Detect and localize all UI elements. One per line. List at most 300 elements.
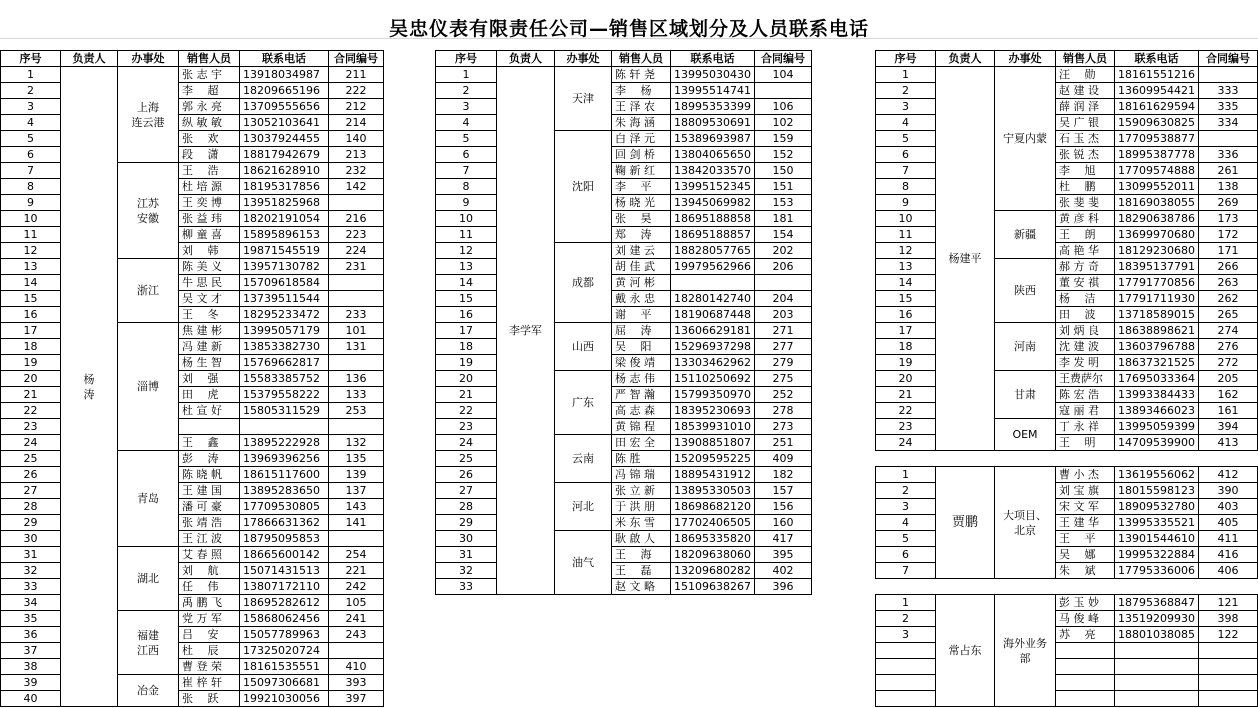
phone-number: 13995057179 — [240, 323, 329, 339]
contract-number: 101 — [329, 323, 384, 339]
header-leader: 负责人 — [61, 51, 118, 67]
table-row — [876, 163, 1258, 179]
sales-person: 陈 晓 帆 — [179, 467, 240, 483]
sales-person: 张 立 新 — [612, 483, 671, 499]
phone-number: 13995514741 — [671, 83, 755, 99]
row-seq: 5 — [876, 131, 936, 147]
sales-person: 朱 海 涵 — [612, 115, 671, 131]
sales-person: 刘 炳 良 — [1056, 323, 1115, 339]
table-row — [436, 467, 812, 483]
phone-number: 18190687448 — [671, 307, 755, 323]
sales-person: 党 万 军 — [179, 611, 240, 627]
sales-person: 李 发 明 — [1056, 355, 1115, 371]
office-cell: 大项目、北京 — [995, 467, 1056, 579]
contract-number: 397 — [329, 691, 384, 707]
row-seq: 40 — [1, 691, 61, 707]
table-row — [436, 67, 812, 83]
contract-number: 265 — [1198, 307, 1257, 323]
row-seq: 15 — [436, 291, 497, 307]
sales-person: 高 志 森 — [612, 403, 671, 419]
contract-number — [329, 355, 384, 371]
phone-number: 13619556062 — [1115, 467, 1199, 483]
sales-person: 刘 宝 旗 — [1056, 483, 1115, 499]
office-cell: 陕西 — [995, 259, 1056, 323]
office-cell: 成都 — [555, 243, 612, 323]
phone-number: 18665600142 — [240, 547, 329, 563]
contract-number: 333 — [1198, 83, 1257, 99]
table-row — [876, 307, 1258, 323]
row-seq: 10 — [1, 211, 61, 227]
office-cell: 油气 — [555, 531, 612, 595]
contract-number: 273 — [754, 419, 811, 435]
row-seq: 5 — [876, 531, 936, 547]
table-row — [1, 307, 384, 323]
contract-number — [754, 275, 811, 291]
sales-person: 郭 永 亮 — [179, 99, 240, 115]
phone-number: 18637321525 — [1115, 355, 1199, 371]
phone-number: 13303462962 — [671, 355, 755, 371]
contract-number: 396 — [754, 579, 811, 595]
contract-number: 416 — [1198, 547, 1257, 563]
sales-person: 寇 丽 君 — [1056, 403, 1115, 419]
header-leader: 负责人 — [936, 51, 995, 67]
table-row — [1, 659, 384, 675]
phone-number: 15895896153 — [240, 227, 329, 243]
row-seq: 10 — [436, 211, 497, 227]
phone-number: 13895283650 — [240, 483, 329, 499]
contract-number: 232 — [329, 163, 384, 179]
phone-number: 18621628910 — [240, 163, 329, 179]
table-row — [876, 131, 1258, 147]
sales-person: 王 平 — [1056, 531, 1115, 547]
sales-person: 杨 生 智 — [179, 355, 240, 371]
phone-number: 13519209930 — [1115, 611, 1199, 627]
contract-number: 272 — [1198, 355, 1257, 371]
row-seq: 7 — [1, 163, 61, 179]
contract-number: 182 — [754, 467, 811, 483]
contract-number — [329, 419, 384, 435]
phone-number: 18909532780 — [1115, 499, 1199, 515]
table-row — [1, 67, 384, 83]
contract-number: 135 — [329, 451, 384, 467]
row-seq: 28 — [1, 499, 61, 515]
phone-number: 18015598123 — [1115, 483, 1199, 499]
row-seq: 16 — [876, 307, 936, 323]
table-row — [1, 131, 384, 147]
office-cell: 云南 — [555, 435, 612, 483]
row-seq: 31 — [1, 547, 61, 563]
phone-number: 18895431912 — [671, 467, 755, 483]
office-cell: 天津 — [555, 67, 612, 131]
page-title: 吴忠仪表有限责任公司—销售区域划分及人员联系电话 — [388, 18, 869, 40]
sales-person: 张 志 宇 — [179, 67, 240, 83]
phone-number: 13739511544 — [240, 291, 329, 307]
contract-number — [1198, 643, 1257, 659]
sales-person: 刘 建 云 — [612, 243, 671, 259]
row-seq: 9 — [876, 195, 936, 211]
phone-number: 18395137791 — [1115, 259, 1199, 275]
sales-person: 陈 胜 — [612, 451, 671, 467]
sales-person: 白 泽 元 — [612, 131, 671, 147]
table-row — [1, 515, 384, 531]
row-seq: 5 — [1, 131, 61, 147]
office-cell: 河南 — [995, 323, 1056, 371]
header-seq: 序号 — [876, 51, 936, 67]
row-seq: 14 — [876, 275, 936, 291]
phone-number: 17325020724 — [240, 643, 329, 659]
sales-person: 郑 涛 — [612, 227, 671, 243]
table-row — [876, 547, 1258, 563]
table-row — [876, 531, 1258, 547]
table-row — [436, 339, 812, 355]
contract-number: 171 — [1198, 243, 1257, 259]
contract-number: 262 — [1198, 291, 1257, 307]
sales-person: 屈 涛 — [612, 323, 671, 339]
row-seq: 23 — [876, 419, 936, 435]
row-seq: 29 — [1, 515, 61, 531]
table-row — [1, 403, 384, 419]
sales-person: 鞠 新 红 — [612, 163, 671, 179]
row-seq: 1 — [876, 467, 936, 483]
sales-person: 吴 文 才 — [179, 291, 240, 307]
region-table-2 — [435, 50, 812, 595]
contract-number: 157 — [754, 483, 811, 499]
table-row — [436, 115, 812, 131]
row-seq — [876, 643, 936, 659]
sales-person: 王 冬 — [179, 307, 240, 323]
row-seq: 4 — [876, 115, 936, 131]
contract-number: 204 — [754, 291, 811, 307]
phone-number: 13709555656 — [240, 99, 329, 115]
row-seq: 20 — [876, 371, 936, 387]
sales-person: 李 超 — [179, 83, 240, 99]
row-seq: 30 — [1, 531, 61, 547]
table-row — [876, 323, 1258, 339]
phone-number: 15057789963 — [240, 627, 329, 643]
row-seq: 23 — [436, 419, 497, 435]
table-row — [1, 179, 384, 195]
sales-person: 吴 阳 — [612, 339, 671, 355]
sales-person — [1056, 659, 1115, 675]
phone-number: 13995030430 — [671, 67, 755, 83]
table-row — [876, 627, 1258, 643]
sales-person: 杨 晓 光 — [612, 195, 671, 211]
contract-number: 132 — [329, 435, 384, 451]
leader-cell: 贾鹏 — [936, 467, 995, 579]
row-seq: 1 — [876, 67, 936, 83]
table-row — [1, 595, 384, 611]
sales-person: 马 俊 峰 — [1056, 611, 1115, 627]
row-seq: 26 — [436, 467, 497, 483]
sales-person: 王 海 — [612, 547, 671, 563]
phone-number: 18995387778 — [1115, 147, 1199, 163]
phone-number: 13993384433 — [1115, 387, 1199, 403]
phone-number: 13699970680 — [1115, 227, 1199, 243]
contract-number: 181 — [754, 211, 811, 227]
header-sales: 销售人员 — [612, 51, 671, 67]
contract-number: 254 — [329, 547, 384, 563]
phone-number: 18801038085 — [1115, 627, 1199, 643]
table-row — [876, 499, 1258, 515]
contract-number: 409 — [754, 451, 811, 467]
phone-number: 15805311529 — [240, 403, 329, 419]
table-row — [1, 355, 384, 371]
contract-number: 224 — [329, 243, 384, 259]
sales-person: 严 智 瀚 — [612, 387, 671, 403]
leader-cell: 李学军 — [497, 67, 555, 595]
office-cell: OEM — [995, 419, 1056, 451]
contract-number: 136 — [329, 371, 384, 387]
sales-person: 潘 可 豪 — [179, 499, 240, 515]
row-seq: 8 — [876, 179, 936, 195]
contract-number: 206 — [754, 259, 811, 275]
header-phone: 联系电话 — [240, 51, 329, 67]
contract-number: 393 — [329, 675, 384, 691]
sales-person: 杜 培 源 — [179, 179, 240, 195]
contract-number — [1198, 691, 1257, 707]
row-seq: 3 — [1, 99, 61, 115]
sales-person — [1056, 675, 1115, 691]
sales-person: 张 靖 浩 — [179, 515, 240, 531]
header-office: 办事处 — [995, 51, 1056, 67]
contract-number: 222 — [329, 83, 384, 99]
row-seq: 18 — [876, 339, 936, 355]
phone-number: 18395230693 — [671, 403, 755, 419]
phone-number: 17702406505 — [671, 515, 755, 531]
office-cell: 青岛 — [118, 451, 179, 547]
contract-number: 402 — [754, 563, 811, 579]
row-seq: 17 — [876, 323, 936, 339]
row-seq: 12 — [1, 243, 61, 259]
table-row — [876, 643, 1258, 659]
table-row — [1, 547, 384, 563]
sales-person: 张 昊 — [612, 211, 671, 227]
phone-number: 13807172110 — [240, 579, 329, 595]
contract-number: 221 — [329, 563, 384, 579]
contract-number: 269 — [1198, 195, 1257, 211]
contract-number: 131 — [329, 339, 384, 355]
sales-person: 任 伟 — [179, 579, 240, 595]
sales-person: 王 泽 农 — [612, 99, 671, 115]
row-seq: 19 — [876, 355, 936, 371]
contract-number — [1198, 659, 1257, 675]
table-row — [1, 83, 384, 99]
sales-person: 于 洪 朋 — [612, 499, 671, 515]
row-seq: 27 — [1, 483, 61, 499]
sales-person: 刘 航 — [179, 563, 240, 579]
row-seq: 32 — [1, 563, 61, 579]
phone-number: 15379558222 — [240, 387, 329, 403]
header-sales: 销售人员 — [179, 51, 240, 67]
contract-number: 231 — [329, 259, 384, 275]
table-row — [436, 435, 812, 451]
row-seq: 21 — [1, 387, 61, 403]
row-seq: 2 — [436, 83, 497, 99]
phone-number: 18795095853 — [240, 531, 329, 547]
sales-person: 胡 佳 武 — [612, 259, 671, 275]
sales-person: 崔 梓 轩 — [179, 675, 240, 691]
table-row — [436, 291, 812, 307]
table-row — [1, 691, 384, 707]
contract-number: 121 — [1198, 595, 1257, 611]
table-row — [436, 211, 812, 227]
table-row — [436, 99, 812, 115]
sales-person: 杜 宣 好 — [179, 403, 240, 419]
contract-number: 122 — [1198, 627, 1257, 643]
sales-person: 陈 宏 浩 — [1056, 387, 1115, 403]
row-seq: 16 — [1, 307, 61, 323]
row-seq — [876, 659, 936, 675]
sales-person: 田 宏 全 — [612, 435, 671, 451]
table-row — [1, 451, 384, 467]
row-seq: 9 — [436, 195, 497, 211]
row-seq: 24 — [876, 435, 936, 451]
phone-number: 13895222928 — [240, 435, 329, 451]
sales-person: 牛 思 民 — [179, 275, 240, 291]
row-seq: 20 — [436, 371, 497, 387]
table-row — [436, 563, 812, 579]
header-phone: 联系电话 — [1115, 51, 1199, 67]
sales-person: 王 建 华 — [1056, 515, 1115, 531]
phone-number: 18295233472 — [240, 307, 329, 323]
contract-number: 152 — [754, 147, 811, 163]
phone-number: 13804065650 — [671, 147, 755, 163]
sales-person: 陈 美 义 — [179, 259, 240, 275]
row-seq: 25 — [1, 451, 61, 467]
contract-number: 202 — [754, 243, 811, 259]
contract-number: 159 — [754, 131, 811, 147]
row-seq: 6 — [436, 147, 497, 163]
phone-number: 13718589015 — [1115, 307, 1199, 323]
sales-person — [179, 419, 240, 435]
row-seq: 4 — [436, 115, 497, 131]
row-seq: 27 — [436, 483, 497, 499]
header-seq: 序号 — [436, 51, 497, 67]
table-row — [876, 179, 1258, 195]
sales-person: 吕 安 — [179, 627, 240, 643]
row-seq: 7 — [436, 163, 497, 179]
contract-number: 154 — [754, 227, 811, 243]
phone-number: 18539931010 — [671, 419, 755, 435]
contract-number: 279 — [754, 355, 811, 371]
sales-person: 冯 建 新 — [179, 339, 240, 355]
contract-number: 261 — [1198, 163, 1257, 179]
table-row — [436, 147, 812, 163]
sales-person: 纵 敏 敏 — [179, 115, 240, 131]
table-row — [876, 339, 1258, 355]
office-cell: 江苏 安徽 — [118, 163, 179, 259]
row-seq: 17 — [1, 323, 61, 339]
row-seq: 13 — [436, 259, 497, 275]
sales-person: 杜 鹏 — [1056, 179, 1115, 195]
table-row — [1, 291, 384, 307]
phone-number: 18795368847 — [1115, 595, 1199, 611]
row-seq: 3 — [876, 627, 936, 643]
phone-number: 13606629181 — [671, 323, 755, 339]
row-seq: 1 — [876, 595, 936, 611]
sales-person: 苏 亮 — [1056, 627, 1115, 643]
sales-person: 沈 建 波 — [1056, 339, 1115, 355]
sales-person: 陈 轩 尧 — [612, 67, 671, 83]
contract-number: 150 — [754, 163, 811, 179]
row-seq: 22 — [1, 403, 61, 419]
table-row — [436, 131, 812, 147]
row-seq: 21 — [436, 387, 497, 403]
contract-number: 394 — [1198, 419, 1257, 435]
contract-number — [1198, 67, 1257, 83]
contract-number: 398 — [1198, 611, 1257, 627]
table-row — [876, 467, 1258, 483]
table-row — [436, 227, 812, 243]
sales-person: 李 杨 — [612, 83, 671, 99]
table-row — [1, 579, 384, 595]
phone-number: 15799350970 — [671, 387, 755, 403]
office-cell: 河北 — [555, 483, 612, 531]
row-seq: 32 — [436, 563, 497, 579]
phone-number: 18817942679 — [240, 147, 329, 163]
sales-person: 张 欢 — [179, 131, 240, 147]
table-row — [1, 243, 384, 259]
contract-number: 274 — [1198, 323, 1257, 339]
phone-number: 15909630825 — [1115, 115, 1199, 131]
office-cell: 淄博 — [118, 323, 179, 451]
phone-number: 18290638786 — [1115, 211, 1199, 227]
row-seq: 16 — [436, 307, 497, 323]
row-seq: 34 — [1, 595, 61, 611]
leader-cell: 常占东 — [936, 595, 995, 707]
table-row — [876, 115, 1258, 131]
phone-number: 13901544610 — [1115, 531, 1199, 547]
phone-number: 13037924455 — [240, 131, 329, 147]
sales-person: 米 东 雪 — [612, 515, 671, 531]
sales-person: 王 浩 — [179, 163, 240, 179]
contract-number: 139 — [329, 467, 384, 483]
contract-number: 212 — [329, 99, 384, 115]
office-cell: 新疆 — [995, 211, 1056, 259]
table-row — [876, 483, 1258, 499]
phone-number: 15110250692 — [671, 371, 755, 387]
phone-number: 17866631362 — [240, 515, 329, 531]
row-seq: 1 — [1, 67, 61, 83]
table-row — [1, 643, 384, 659]
contract-number: 242 — [329, 579, 384, 595]
phone-number: 15109638267 — [671, 579, 755, 595]
table-row — [876, 355, 1258, 371]
table-row — [1, 339, 384, 355]
sales-person: 杜 辰 — [179, 643, 240, 659]
phone-number: 19995322884 — [1115, 547, 1199, 563]
sales-person: 黄 河 彬 — [612, 275, 671, 291]
phone-number: 15296937298 — [671, 339, 755, 355]
row-seq: 33 — [436, 579, 497, 595]
contract-number: 266 — [1198, 259, 1257, 275]
table-row — [876, 595, 1258, 611]
contract-number — [329, 275, 384, 291]
contract-number: 214 — [329, 115, 384, 131]
table-row — [1, 259, 384, 275]
office-cell: 浙江 — [118, 259, 179, 323]
contract-number: 233 — [329, 307, 384, 323]
contract-number: 278 — [754, 403, 811, 419]
sales-person: 吴 娜 — [1056, 547, 1115, 563]
row-seq — [876, 691, 936, 707]
table-row — [876, 563, 1258, 579]
contract-number: 216 — [329, 211, 384, 227]
contract-number: 413 — [1198, 435, 1257, 451]
phone-number: 18695188857 — [671, 227, 755, 243]
contract-number: 138 — [1198, 179, 1257, 195]
phone-number: 18828057765 — [671, 243, 755, 259]
